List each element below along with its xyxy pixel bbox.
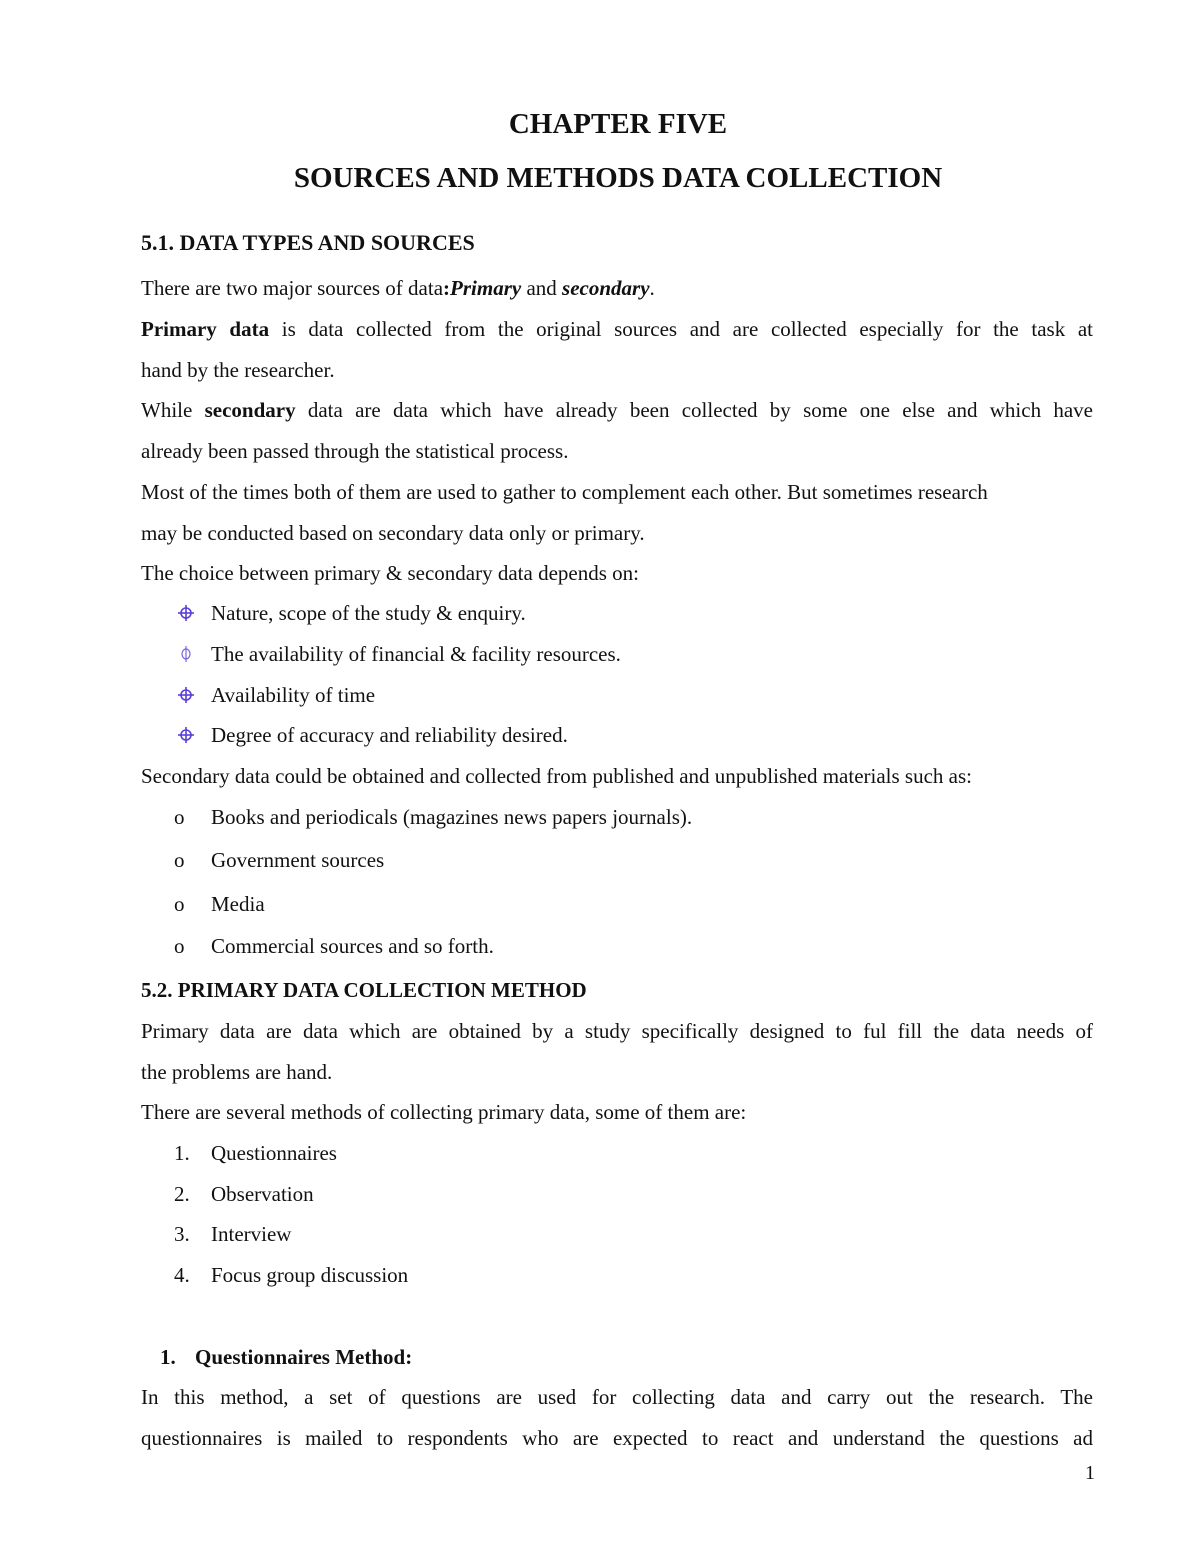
circle-bullet-icon: o xyxy=(174,892,185,916)
choice-intro: The choice between primary & secondary data depends on: xyxy=(141,561,639,585)
choice-item: Nature, scope of the study & enquiry. xyxy=(211,601,526,625)
phi-bullet-icon xyxy=(174,645,198,663)
method-item: Focus group discussion xyxy=(211,1263,409,1287)
questionnaires-line-1: In this method, a set of questions are used for collecting data and carry out the research. The xyxy=(141,1385,1093,1409)
method-number: 3. xyxy=(174,1222,190,1246)
secondary-while: While xyxy=(141,398,205,422)
section-5-2-heading: 5.2. PRIMARY DATA COLLECTION METHOD xyxy=(141,978,587,1002)
secondary-sources-intro: Secondary data could be obtained and collected from published and unpublished materials such as: xyxy=(141,764,973,788)
method-item: Observation xyxy=(211,1182,314,1206)
method-item: Interview xyxy=(211,1222,292,1246)
crosshair-bullet-icon xyxy=(174,726,198,744)
circle-bullet-icon: o xyxy=(174,805,185,829)
questionnaires-title: Questionnaires Method: xyxy=(195,1345,413,1369)
questionnaires-number: 1. xyxy=(160,1345,176,1369)
primary-def-line-1: Primary data are data which are obtained by a study specifically designed to ful fill the data needs of xyxy=(141,1019,1093,1043)
intro-and: and xyxy=(521,276,563,300)
sources-intro xyxy=(141,276,655,301)
intro-text: There are two major sources of data xyxy=(141,276,444,300)
source-item: Government sources xyxy=(211,848,385,872)
method-number: 4. xyxy=(174,1263,190,1287)
primary-data-term: Primary data xyxy=(141,317,270,341)
source-item: Commercial sources and so forth. xyxy=(211,934,494,958)
primary-data-line-2: hand by the researcher. xyxy=(141,358,335,382)
choice-item: Availability of time xyxy=(211,683,376,707)
method-number: 1. xyxy=(174,1141,190,1165)
choice-item: Degree of accuracy and reliability desired. xyxy=(211,723,568,747)
methods-intro: There are several methods of collecting primary data, some of them are: xyxy=(141,1100,747,1124)
method-number: 2. xyxy=(174,1182,190,1206)
circle-bullet-icon: o xyxy=(174,934,185,958)
method-item: Questionnaires xyxy=(211,1141,337,1165)
intro-colon: : xyxy=(443,276,451,300)
secondary-data-definition: data are data which have already been collected by some one else and which have xyxy=(295,398,1093,422)
secondary-data-line-1 xyxy=(141,398,1093,423)
intro-primary: Primary xyxy=(450,276,522,300)
questionnaires-line-2: questionnaires is mailed to respondents who are expected to react and understand the questions ad xyxy=(141,1426,1093,1450)
page-number: 1 xyxy=(1085,1462,1095,1484)
most-times-line-2: may be conducted based on secondary data only or primary. xyxy=(141,521,645,545)
most-times-line-1: Most of the times both of them are used to gather to complement each other. But sometimes research xyxy=(141,480,988,504)
circle-bullet-icon: o xyxy=(174,848,185,872)
intro-secondary: secondary xyxy=(562,276,650,300)
source-item: Media xyxy=(211,892,265,916)
primary-data-definition: is data collected from the original sources and are collected especially for the task at xyxy=(269,317,1093,341)
primary-data-line-1 xyxy=(141,317,1093,342)
source-item: Books and periodicals (magazines news papers journals). xyxy=(211,805,693,829)
crosshair-bullet-icon xyxy=(174,604,198,622)
chapter-title: CHAPTER FIVE xyxy=(508,108,728,140)
secondary-data-term: secondary xyxy=(204,398,296,422)
intro-end: . xyxy=(649,276,655,300)
crosshair-bullet-icon xyxy=(174,686,198,704)
choice-item: The availability of financial & facility resources. xyxy=(211,642,621,666)
primary-def-line-2: the problems are hand. xyxy=(141,1060,333,1084)
chapter-subtitle: SOURCES AND METHODS DATA COLLECTION xyxy=(293,162,943,194)
section-5-1-heading: 5.1. DATA TYPES AND SOURCES xyxy=(141,230,475,255)
secondary-data-line-2: already been passed through the statistical process. xyxy=(141,439,569,463)
